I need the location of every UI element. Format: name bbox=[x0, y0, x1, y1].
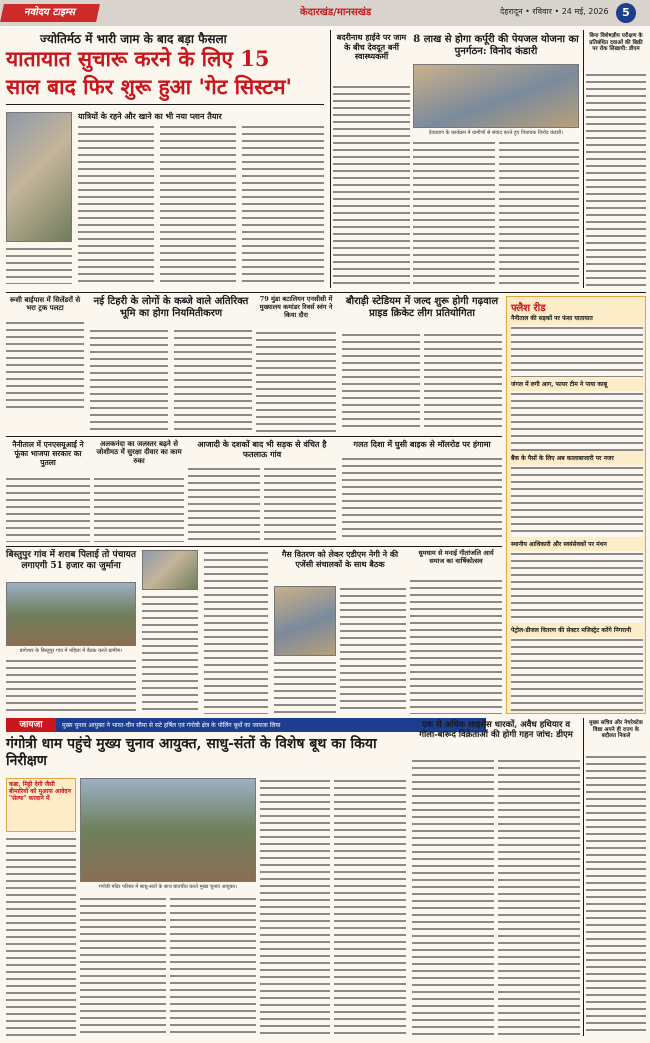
stadium-text bbox=[424, 332, 502, 432]
rightbottom-title: मुख्य सचिव और नेचरेक्टेक विद्या अपने ही राज्य के बदौलत निकले bbox=[589, 720, 643, 740]
brief-label: फ्लैश bbox=[511, 303, 531, 314]
gangotri-caption: गंगोत्री मंदिर परिसर में साधु-संतों के साथ बातचीत करते मुख्य चुनाव आयुक्त। bbox=[98, 884, 238, 890]
lead-text-col bbox=[242, 124, 324, 284]
divider bbox=[6, 546, 502, 547]
brief-item: पेट्रोल-डीजल वितरण की सेक्टर मजिस्ट्रेट करेंगे निगरानी bbox=[511, 627, 632, 634]
lead-photo bbox=[6, 112, 72, 242]
nainital-title: नैनीताल में एनएसयूआई ने फूंका भाजपा सरकार का पुतला bbox=[12, 440, 84, 467]
alakhnanda-text bbox=[94, 476, 184, 542]
nainital-text bbox=[6, 476, 90, 542]
brief-text bbox=[511, 551, 643, 623]
karpuri-photo bbox=[413, 64, 579, 128]
side-top-text bbox=[586, 72, 646, 288]
gas-title: गैस वितरण को लेकर एडीएम नेगी ने की एजेंसी संचालकों के साथ बैठक bbox=[281, 549, 399, 569]
masthead-bar bbox=[0, 0, 650, 26]
bistupur-title: बिस्तुपुर गांव में शराब पिलाई तो पंचायत लगाएगी 51 हजार का जुर्माना bbox=[6, 550, 137, 571]
rightbottom-text bbox=[586, 754, 646, 1036]
alakhnanda-title: अलकनंदा का जलस्तर बढ़ने से जोशीमठ में सुरक्षा दीवार का काम रुका bbox=[96, 439, 182, 465]
col-rule bbox=[583, 718, 584, 1036]
brief-text bbox=[511, 465, 643, 537]
license-text bbox=[498, 758, 580, 1036]
side-top-title: बिना विशेषज्ञीय परीक्षण के प्रतिबंधित दवाओं की बिक्री पर रोक लिखायी: डीएम bbox=[589, 33, 643, 53]
karpuri-text bbox=[413, 140, 495, 288]
lead-subhead: यात्रियों के रहने और खाने का भी नया प्लान तैयार bbox=[78, 111, 222, 121]
brief-text bbox=[511, 637, 643, 711]
cylinder-title: रूसी बाईपास में सिलेंडरों से भरा ट्रक पलटा bbox=[9, 295, 81, 313]
cylinder-text bbox=[6, 320, 84, 412]
bistupur-photo bbox=[6, 582, 136, 646]
strip-text: मुख्य चुनाव आयुक्त ने भारत-चीन सीमा से सटे हर्षिल एवं गंगोत्री क्षेत्र के पोलिंग बूथों का जायजा लिया bbox=[62, 722, 281, 729]
section-title: केदारखंड/मानसखंड bbox=[300, 7, 372, 18]
lead-text-col bbox=[6, 246, 72, 284]
gas-photo bbox=[274, 586, 336, 656]
middle-text bbox=[204, 550, 268, 714]
license-title: एक से अधिक लाइसेंस धारकों, अवैध हथियार व गोला-बारूद विक्रेताओं की होगी गहन जांच: डीएम bbox=[419, 720, 573, 741]
kadla-title: कब्रा, मिट्टी देगी जैसी बीमारियों को मुआफ आवेदन "सेल्फ" करवाने में bbox=[9, 781, 71, 803]
tehri-title: नई टिहरी के लोगों के कब्जे वाले अतिरिक्त भूमि का होगा नियमितीकरण bbox=[93, 296, 249, 319]
kadla-box bbox=[6, 778, 76, 832]
gas-text bbox=[340, 586, 406, 714]
gangotri-text bbox=[170, 896, 256, 1036]
badrinath-title: बदरीनाथ हाईवे पर जाम के बीच देवदूत बनीं स्वास्थ्यकर्मी bbox=[336, 32, 407, 62]
anniversary-title: धूमधाम से मनाई गीतांजलि आर्य समाज का वार्षिकोत्सव bbox=[418, 549, 494, 565]
ncc-text bbox=[256, 330, 336, 432]
gangotri-text bbox=[80, 896, 166, 1036]
license-text bbox=[412, 758, 494, 1036]
brief-item: जंगल में लगी आग, फायर टीम ने पाया काबू bbox=[511, 381, 607, 388]
col-rule bbox=[330, 30, 331, 288]
lead-text-col bbox=[78, 124, 154, 284]
gangotri-text bbox=[334, 778, 406, 1036]
azadi-title: आजादी के दशकों बाद भी सड़क से वंचित है फतलाऊ गांव bbox=[197, 439, 327, 459]
gangotri-text bbox=[260, 778, 330, 1036]
karpuri-text bbox=[499, 140, 579, 288]
lead-kicker: ज्योतिर्मठ में भारी जाम के बाद बड़ा फैसला bbox=[40, 32, 227, 46]
karpuri-title: 8 लाख से होगा कर्पूरी की पेयजल योजना का पुनर्गठन: विनोद कंडारी bbox=[413, 34, 579, 57]
brief-item: स्थानीय आधिकारी और स्वयंसेवकों पर मंथन bbox=[511, 541, 607, 548]
brand-logo: नवोदय टाइम्स bbox=[0, 4, 100, 22]
gas-text bbox=[274, 660, 336, 714]
strip-tag: जायजा bbox=[6, 718, 56, 732]
tehri-text bbox=[90, 328, 168, 432]
gangotri-photo bbox=[80, 778, 256, 882]
news-brief-box bbox=[506, 296, 646, 714]
kadla-text bbox=[6, 836, 76, 1036]
brief-item: नैनीताल की सड़कों पर फंसा यातायात bbox=[511, 315, 593, 322]
lead-text-col bbox=[160, 124, 236, 284]
middle-text bbox=[142, 594, 198, 714]
ncc-title: 79 मुंडा बटालियन एनसीसी में मुख्यालय कमांडर रिवर्स स्वंग ने किया दौरा bbox=[259, 295, 333, 319]
page-number: 5 bbox=[616, 3, 636, 23]
lead-headline-a: यातायात सुचारू करने के लिए 15 bbox=[6, 46, 270, 71]
bistupur-caption: बागेश्वर के बिस्तुपुर गांव में महिला में बैठक करते ग्रामीण। bbox=[19, 648, 123, 654]
gangotri-title: गंगोत्री धाम पहुंचे मुख्य चुनाव आयुक्त, साधु-संतों के विशेष बूथ का किया निरीक्षण bbox=[6, 736, 377, 769]
col-rule bbox=[583, 30, 584, 288]
brief-item: बैंक के पैसों के लिए अब कालाबाजारी पर नजर bbox=[511, 455, 614, 462]
anniversary-text bbox=[410, 578, 502, 714]
karpuri-caption: देवप्रयाग के कार्यक्रम में ग्रामीणों से संवाद करते हुए विधायक विनोद कंडारी। bbox=[428, 130, 564, 136]
bistupur-text bbox=[6, 658, 136, 714]
badrinath-text bbox=[333, 84, 410, 288]
divider bbox=[6, 436, 502, 437]
divider bbox=[6, 292, 646, 293]
middle-photo bbox=[142, 550, 198, 590]
stadium-title: बौराड़ी स्टेडियम में जल्द शुरू होगी गढ़वाल प्राइड क्रिकेट लीग प्रतियोगिता bbox=[345, 296, 499, 319]
tehri-text bbox=[174, 328, 252, 432]
brief-label-2: रीड bbox=[533, 303, 546, 314]
divider bbox=[6, 104, 324, 105]
brief-text bbox=[511, 391, 643, 451]
wrongside-text bbox=[342, 456, 502, 542]
azadi-text bbox=[264, 466, 336, 542]
wrongside-title: गलत दिशा में घुसी बाइक से मॉलरोड पर हंगामा bbox=[353, 439, 491, 449]
azadi-text bbox=[188, 466, 260, 542]
edition-date: देहरादून • रविवार • 24 मई, 2026 bbox=[500, 7, 609, 16]
brief-text bbox=[511, 325, 643, 377]
stadium-text bbox=[342, 332, 420, 432]
lead-headline-b: साल बाद फिर शुरू हुआ 'गेट सिस्टम' bbox=[6, 74, 292, 99]
